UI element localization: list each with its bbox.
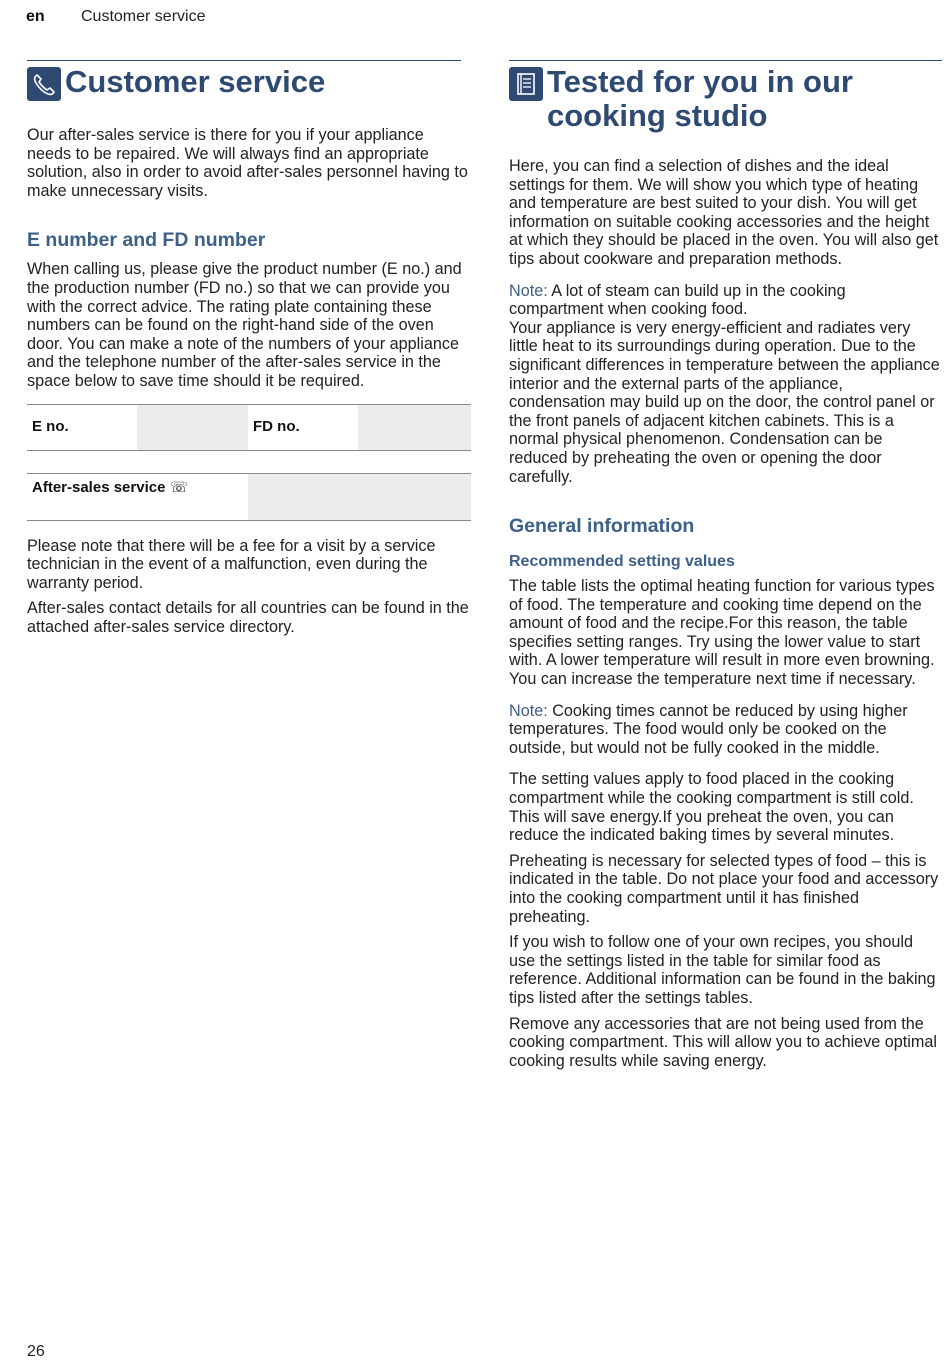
- title-rule: [27, 60, 461, 61]
- condensation-paragraph: Your appliance is very energy-efficient and radiates very little heat to its surroundings during operation. Due to the significant differences in temperature between the appliance interior and the external parts of the appliance, condensation may build up on the door, the control panel or the front panels of adjacent kitchen cabinets. This is a normal physical phenomenon. Condensation can be reduced by preheating the oven or opening the door carefully.: [509, 318, 940, 486]
- cooking-studio-column: [509, 60, 942, 1070]
- contact-note-paragraph: After-sales contact details for all countries can be found in the attached after-sales service directory.: [27, 599, 469, 636]
- cooking-studio-heading: Tested for you in our cooking studio: [547, 64, 853, 133]
- customer-service-heading: Customer service: [65, 64, 326, 99]
- cooking-times-note: Note: Cooking times cannot be reduced by using higher temperatures. The food would only be cooked on the outside, but would not be fully cooked in the middle.: [509, 701, 908, 757]
- language-code: en: [26, 8, 45, 25]
- preheating-paragraph: Preheating is necessary for selected types of food – this is indicated in the table. Do not place your food and accessory into the cooking compartment until it has finished preheating.: [509, 851, 939, 926]
- book-icon: [509, 67, 543, 101]
- cooking-studio-intro: Here, you can find a selection of dishes and the ideal settings for them. We will show you which type of heating and temperature are best suited to your dish. You will get information on suitable cooking accessories and the height at which they should be placed in the oven. You will also get tips about cookware and preparation methods.: [509, 157, 939, 268]
- enumber-paragraph: When calling us, please give the product number (E no.) and the production number (FD no.) so that we can provide you with the correct advice. The rating plate containing these numbers can be found on the right-hand side of the oven door. You can make a note of the numbers of your appliance and the telephone number of the after-sales service in the space below to save time should it be required.: [27, 260, 462, 390]
- phone-handset-icon: [27, 67, 61, 101]
- running-header-section: Customer service: [81, 8, 206, 25]
- remove-accessories-paragraph: Remove any accessories that are not being used from the cooking compartment. This will allow you to achieve optimal cooking results while saving energy.: [509, 1014, 937, 1070]
- after-sales-label: After-sales service ☏: [32, 477, 189, 496]
- telephone-icon: ☏: [169, 477, 189, 496]
- e-no-field[interactable]: [137, 404, 248, 450]
- general-information-heading: General information: [509, 515, 695, 538]
- fd-no-field[interactable]: [358, 404, 471, 450]
- recommended-settings-heading: Recommended setting values: [509, 553, 735, 571]
- cooking-studio-title-block: [509, 65, 942, 133]
- customer-service-column: [27, 60, 471, 637]
- page-number: 26: [27, 1343, 45, 1360]
- fee-note-paragraph: Please note that there will be a fee for a visit by a service technician in the event of a malfunction, even during the warranty period.: [27, 536, 436, 592]
- enumber-heading: E number and FD number: [27, 229, 266, 252]
- customer-service-title-block: [27, 65, 471, 101]
- own-recipes-paragraph: If you wish to follow one of your own recipes, you should use the settings listed in the table for similar food as reference. Additional information can be found in the baking tips listed after the settings tables.: [509, 933, 936, 1007]
- customer-service-intro: Our after-sales service is there for you if your appliance needs to be repaired. We will always find an appropriate solution, also in order to avoid after-sales personnel having to make unnecessary visits.: [27, 126, 468, 200]
- e-no-label: E no.: [32, 417, 69, 435]
- setting-values-paragraph: The setting values apply to food placed in the cooking compartment while the cooking compartment is still cold. This will save energy.If you preheat the oven, you can reduce the indicated baking times by several minutes.: [509, 770, 914, 845]
- fd-no-label: FD no.: [253, 417, 300, 435]
- steam-note: Note: A lot of steam can build up in the cooking compartment when cooking food.: [509, 281, 846, 319]
- after-sales-field[interactable]: [248, 473, 471, 520]
- title-rule: [509, 60, 942, 61]
- recommended-settings-paragraph: The table lists the optimal heating function for various types of food. The temperature and cooking time depend on the amount of food and the recipe.For this reason, the table specifies setting ranges. Try using the lower value to start with. A lower temperature will result in more even browning. You can increase the temperature next time if necessary.: [509, 577, 935, 689]
- rating-note-table: [27, 404, 471, 521]
